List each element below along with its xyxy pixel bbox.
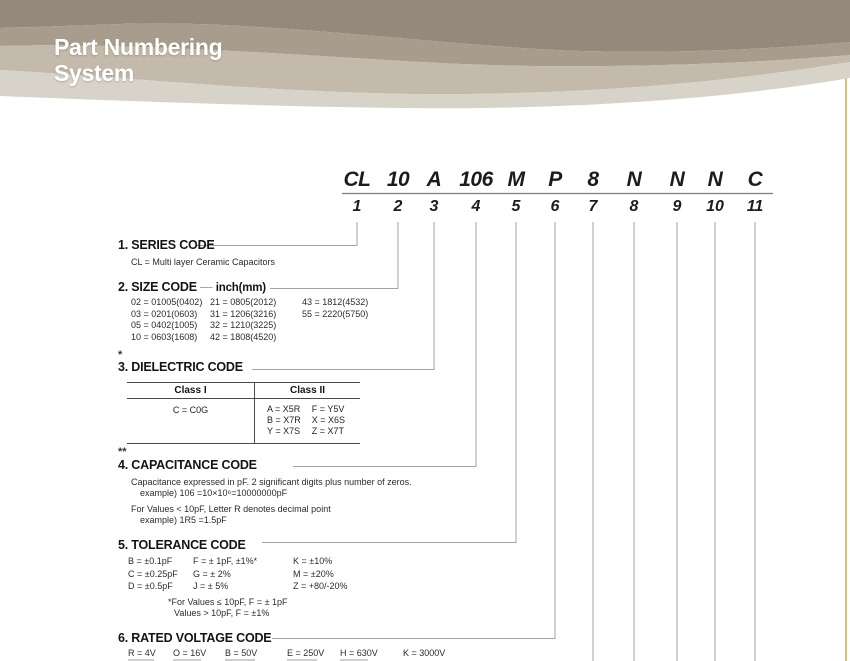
tolerance-entry: C = ±0.25pF — [128, 568, 178, 579]
size-entry: 02 = 01005(0402) — [131, 297, 203, 307]
pos-num-7: 7 — [588, 198, 598, 215]
capacitance-example1: example) 106 =10×10⁶=10000000pF — [140, 488, 288, 498]
size-entry: 31 = 1206(3216) — [210, 308, 277, 319]
class1-header: Class I — [127, 383, 255, 398]
size-entry: 42 = 1808(4520) — [210, 331, 277, 342]
dielectric-table-body-row — [127, 399, 360, 444]
voltage-entry-6: K = 3000V — [403, 648, 446, 658]
code-char-7: 8 — [587, 168, 599, 191]
dielectric-entry: X = X6S — [311, 414, 346, 425]
leader-pos2 — [270, 222, 398, 289]
pos-num-5: 5 — [511, 198, 521, 215]
code-char-6: P — [548, 168, 562, 191]
pos-num-9: 9 — [672, 198, 682, 215]
pos-num-3: 3 — [429, 198, 439, 215]
capacitance-line3: For Values < 10pF, Letter R denotes decimal point — [131, 504, 331, 514]
dielectric-table — [127, 382, 360, 444]
tolerance-code-heading: 5. TOLERANCE CODE — [118, 538, 246, 552]
class2-values — [255, 399, 360, 443]
size-entry: 05 = 0402(1005) — [131, 320, 198, 331]
size-code-col3 — [302, 297, 368, 320]
size-code-col1 — [131, 297, 202, 343]
code-char-1: CL — [343, 168, 371, 191]
code-char-5: M — [507, 168, 525, 191]
dielectric-code-heading: 3. DIELECTRIC CODE — [118, 360, 243, 374]
class1-value: C = C0G — [127, 399, 255, 443]
size-entry: 43 = 1812(4532) — [302, 297, 369, 307]
dielectric-entry: A = X5R — [267, 403, 301, 414]
pos-num-1: 1 — [352, 198, 362, 215]
dielectric-entry: Z = X7T — [311, 425, 345, 436]
tolerance-entry: K = ±10% — [293, 556, 333, 566]
code-char-9: N — [669, 168, 685, 191]
size-code-unit: inch(mm) — [215, 282, 266, 294]
tolerance-entry: M = ±20% — [293, 568, 334, 579]
voltage-entry-5: H = 630V — [340, 648, 378, 658]
dielectric-entry: F = Y5V — [311, 403, 345, 414]
dielectric-table-header-row — [127, 382, 360, 399]
pos-num-6: 6 — [550, 198, 560, 215]
tolerance-col2 — [193, 555, 257, 593]
tolerance-footnote-1: *For Values ≤ 10pF, F = ± 1pF — [168, 597, 288, 607]
series-code-desc: CL = Multi layer Ceramic Capacitors — [131, 257, 275, 267]
size-entry: 32 = 1210(3225) — [210, 320, 277, 331]
tolerance-entry: G = ± 2% — [193, 568, 231, 579]
leader-pos1 — [196, 222, 357, 246]
size-code-heading — [118, 280, 266, 294]
size-code-dash: — — [200, 280, 213, 294]
dielectric-note-mark: * — [118, 349, 123, 361]
tolerance-entry: Z = +80/-20% — [293, 581, 348, 591]
pos-num-10: 10 — [706, 198, 724, 215]
code-char-2: 10 — [386, 168, 410, 191]
code-char-11: C — [747, 168, 763, 191]
pos-num-2: 2 — [393, 198, 403, 215]
code-char-8: N — [626, 168, 642, 191]
page-title-line2: System — [54, 60, 135, 86]
capacitance-note-mark: ** — [118, 446, 127, 458]
tolerance-col3 — [293, 555, 348, 593]
tolerance-entry: J = ± 5% — [193, 581, 229, 591]
dielectric-entry: Y = X7S — [267, 425, 301, 436]
pos-num-8: 8 — [629, 198, 639, 215]
size-entry: 55 = 2220(5750) — [302, 308, 369, 319]
tolerance-entry: D = ±0.5pF — [128, 581, 173, 591]
dielectric-entry: B = X7R — [267, 414, 301, 425]
pos-num-4: 4 — [471, 198, 481, 215]
tolerance-entry: F = ± 1pF, ±1%* — [193, 556, 258, 566]
voltage-entry-2: O = 16V — [173, 648, 207, 658]
size-code-heading-text: 2. SIZE CODE — [118, 280, 197, 294]
series-code-heading: 1. SERIES CODE — [118, 238, 215, 252]
tolerance-footnote-2: Values > 10pF, F = ±1% — [174, 608, 270, 618]
voltage-entry-3: B = 50V — [225, 648, 258, 658]
voltage-code-heading: 6. RATED VOLTAGE CODE — [118, 631, 272, 645]
tolerance-entry: B = ±0.1pF — [128, 556, 173, 566]
voltage-entry-4: E = 250V — [287, 648, 325, 658]
code-char-4: 106 — [459, 168, 493, 191]
code-char-3: A — [426, 168, 442, 191]
size-entry: 21 = 0805(2012) — [210, 297, 277, 307]
voltage-entry-1: R = 4V — [128, 648, 156, 658]
page-title-line1: Part Numbering — [54, 34, 223, 60]
leader-pos3 — [252, 222, 434, 370]
class2-col1 — [267, 404, 301, 443]
size-code-col2 — [210, 297, 276, 343]
tolerance-col1 — [128, 555, 178, 593]
code-char-10: N — [707, 168, 723, 191]
size-entry: 10 = 0603(1608) — [131, 331, 198, 342]
class2-header: Class II — [289, 385, 326, 396]
capacitance-example2: example) 1R5 =1.5pF — [140, 515, 227, 525]
capacitance-code-heading: 4. CAPACITANCE CODE — [118, 458, 257, 472]
capacitance-line1: Capacitance expressed in pF. 2 significant digits plus number of zeros. — [131, 477, 412, 487]
class2-col2 — [312, 404, 345, 443]
pos-num-11: 11 — [746, 198, 764, 215]
size-entry: 03 = 0201(0603) — [131, 308, 198, 319]
